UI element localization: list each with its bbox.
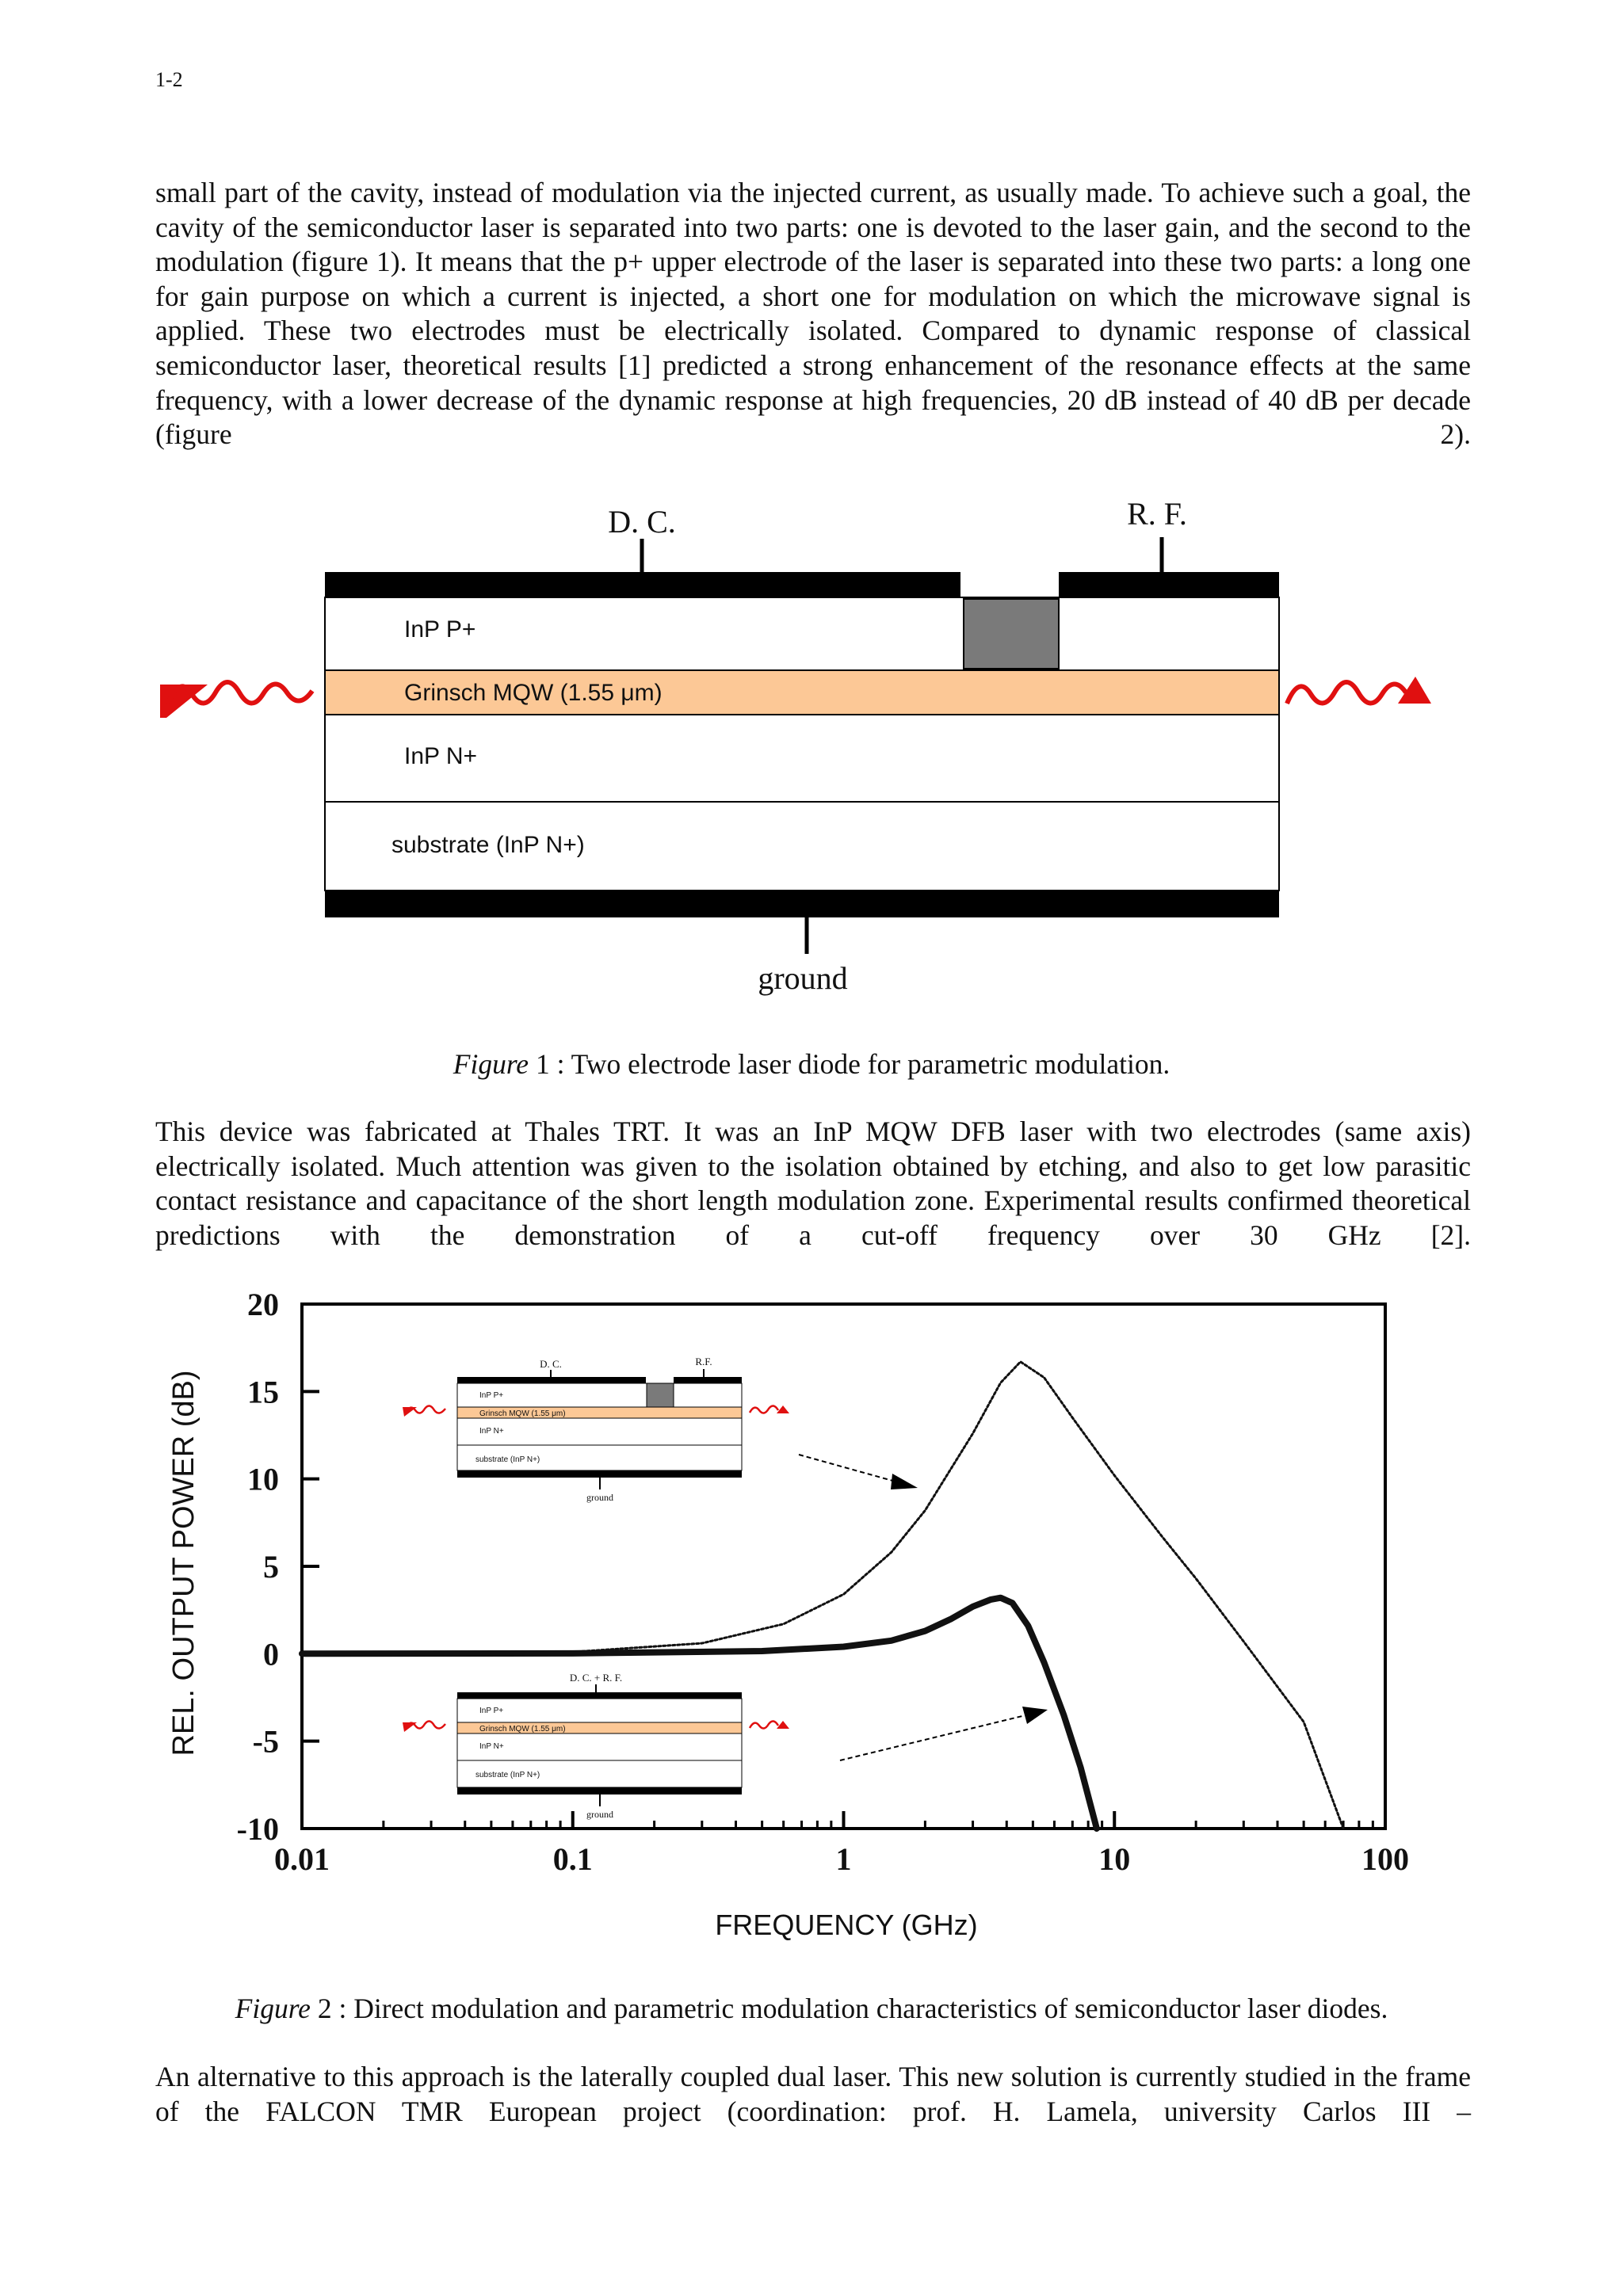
inset-top-n-label: InP N+	[479, 1427, 504, 1436]
x-tick-label: 1	[835, 1841, 852, 1877]
inset-bottom-n-label: InP N+	[479, 1742, 504, 1751]
y-tick-label: -10	[236, 1811, 279, 1847]
figure-1-caption-italic: Figure	[453, 1048, 529, 1080]
inset-top-p-label: InP P+	[479, 1391, 504, 1400]
figure-2-caption-italic: Figure	[235, 1993, 311, 2024]
y-tick-label: -5	[252, 1723, 279, 1760]
paragraph-alternative: An alternative to this approach is the laterally coupled dual laser. This new solution is currently studied in the frame of the FALCON TMR European project (coordination: prof. H. Lamela, university Carlos III –	[155, 2061, 1471, 2127]
y-tick-label: 20	[247, 1287, 279, 1322]
x-tick-label: 10	[1098, 1841, 1131, 1877]
ground-label: ground	[758, 960, 848, 996]
output-light-wave	[1287, 677, 1431, 704]
figure-2-caption-text: 2 : Direct modulation and parametric modulation characteristics of semiconductor laser diodes.	[310, 1993, 1388, 2024]
inset-bottom-mqw-label: Grinsch MQW (1.55 μm)	[479, 1725, 566, 1733]
paragraph-device: This device was fabricated at Thales TRT. It was an InP MQW DFB laser with two electrodes (same axis) electrically isolated. Much attention was given to the isolation obtained by etching, and also to get low parasitic contact resistance and capacitance of the short length modulation zone. Experimental results confirmed theoretical predictions with the demonstration of a cut-off frequency over 30 GHz [2].	[155, 1116, 1471, 1251]
figure-2-chart	[0, 1283, 1623, 1949]
dc-electrode	[325, 572, 960, 597]
inp-p-label: InP P+	[404, 616, 476, 643]
inset-bottom-dcrf-label: D. C. + R. F.	[569, 1672, 623, 1684]
dc-label: D. C.	[608, 504, 676, 540]
input-light-wave	[160, 682, 312, 718]
substrate-label: substrate (InP N+)	[391, 832, 585, 858]
figure-1-caption-text: 1 : Two electrode laser diode for parametric modulation.	[529, 1048, 1170, 1080]
y-axis-label: REL. OUTPUT POWER (dB)	[167, 1370, 200, 1756]
x-tick-label: 100	[1361, 1841, 1409, 1877]
y-tick-label: 15	[247, 1374, 279, 1410]
figure-1-caption	[0, 1047, 1623, 1081]
figure-2-caption	[0, 1991, 1623, 2026]
inset-top-mqw-label: Grinsch MQW (1.55 μm)	[479, 1409, 566, 1418]
y-tick-label: 5	[263, 1549, 279, 1585]
isolation-block	[964, 599, 1059, 669]
x-tick-labels	[274, 1841, 1409, 1877]
y-tick-label: 10	[247, 1461, 279, 1497]
rf-electrode	[1059, 572, 1279, 597]
arrow-to-dotted-curve	[799, 1455, 918, 1489]
y-tick-label: 0	[263, 1636, 279, 1672]
inset-top-dc-label: D. C.	[540, 1358, 562, 1370]
x-tick-label: 0.01	[274, 1841, 330, 1877]
figure-1-diagram	[0, 491, 1623, 1014]
rf-label: R. F.	[1127, 496, 1187, 532]
inset-bottom-substrate-label: substrate (InP N+)	[475, 1771, 540, 1779]
inset-top-rf-label: R.F.	[695, 1356, 712, 1367]
inset-top-ground-label: ground	[586, 1492, 613, 1503]
inp-n-label: InP N+	[404, 743, 478, 769]
arrow-to-solid-curve	[840, 1707, 1048, 1760]
inset-bottom-p-label: InP P+	[479, 1707, 504, 1715]
inset-top-substrate-label: substrate (InP N+)	[475, 1455, 540, 1464]
mqw-label: Grinsch MQW (1.55 μm)	[404, 680, 663, 706]
x-axis-label: FREQUENCY (GHz)	[715, 1909, 978, 1941]
inset-two-electrode	[403, 1356, 789, 1503]
page-number: 1-2	[155, 68, 183, 91]
ground-electrode	[325, 891, 1279, 917]
paragraph-intro: small part of the cavity, instead of modulation via the injected current, as usually made. To achieve such a goal, the cavity of the semiconductor laser is separated into two parts: one is devoted to the laser gain, and the second to the modulation (figure 1). It means that the p+ upper electrode of the laser is separated into these two parts: a long one for gain purpose on which a current is injected, a short one for modulation on which the microwave signal is applied. These two electrodes must be electrically isolated. Compared to dynamic response of classical semiconductor laser, theoretical results [1] predicted a strong enhancement of the resonance effects at the same frequency, with a lower decrease of the dynamic response at high frequencies, 20 dB instead of 40 dB per decade (figure 2).	[155, 177, 1471, 451]
inset-bottom-ground-label: ground	[586, 1809, 613, 1820]
x-tick-label: 0.1	[552, 1841, 593, 1877]
y-tick-labels	[237, 1287, 279, 1847]
inset-single-electrode	[403, 1672, 789, 1820]
